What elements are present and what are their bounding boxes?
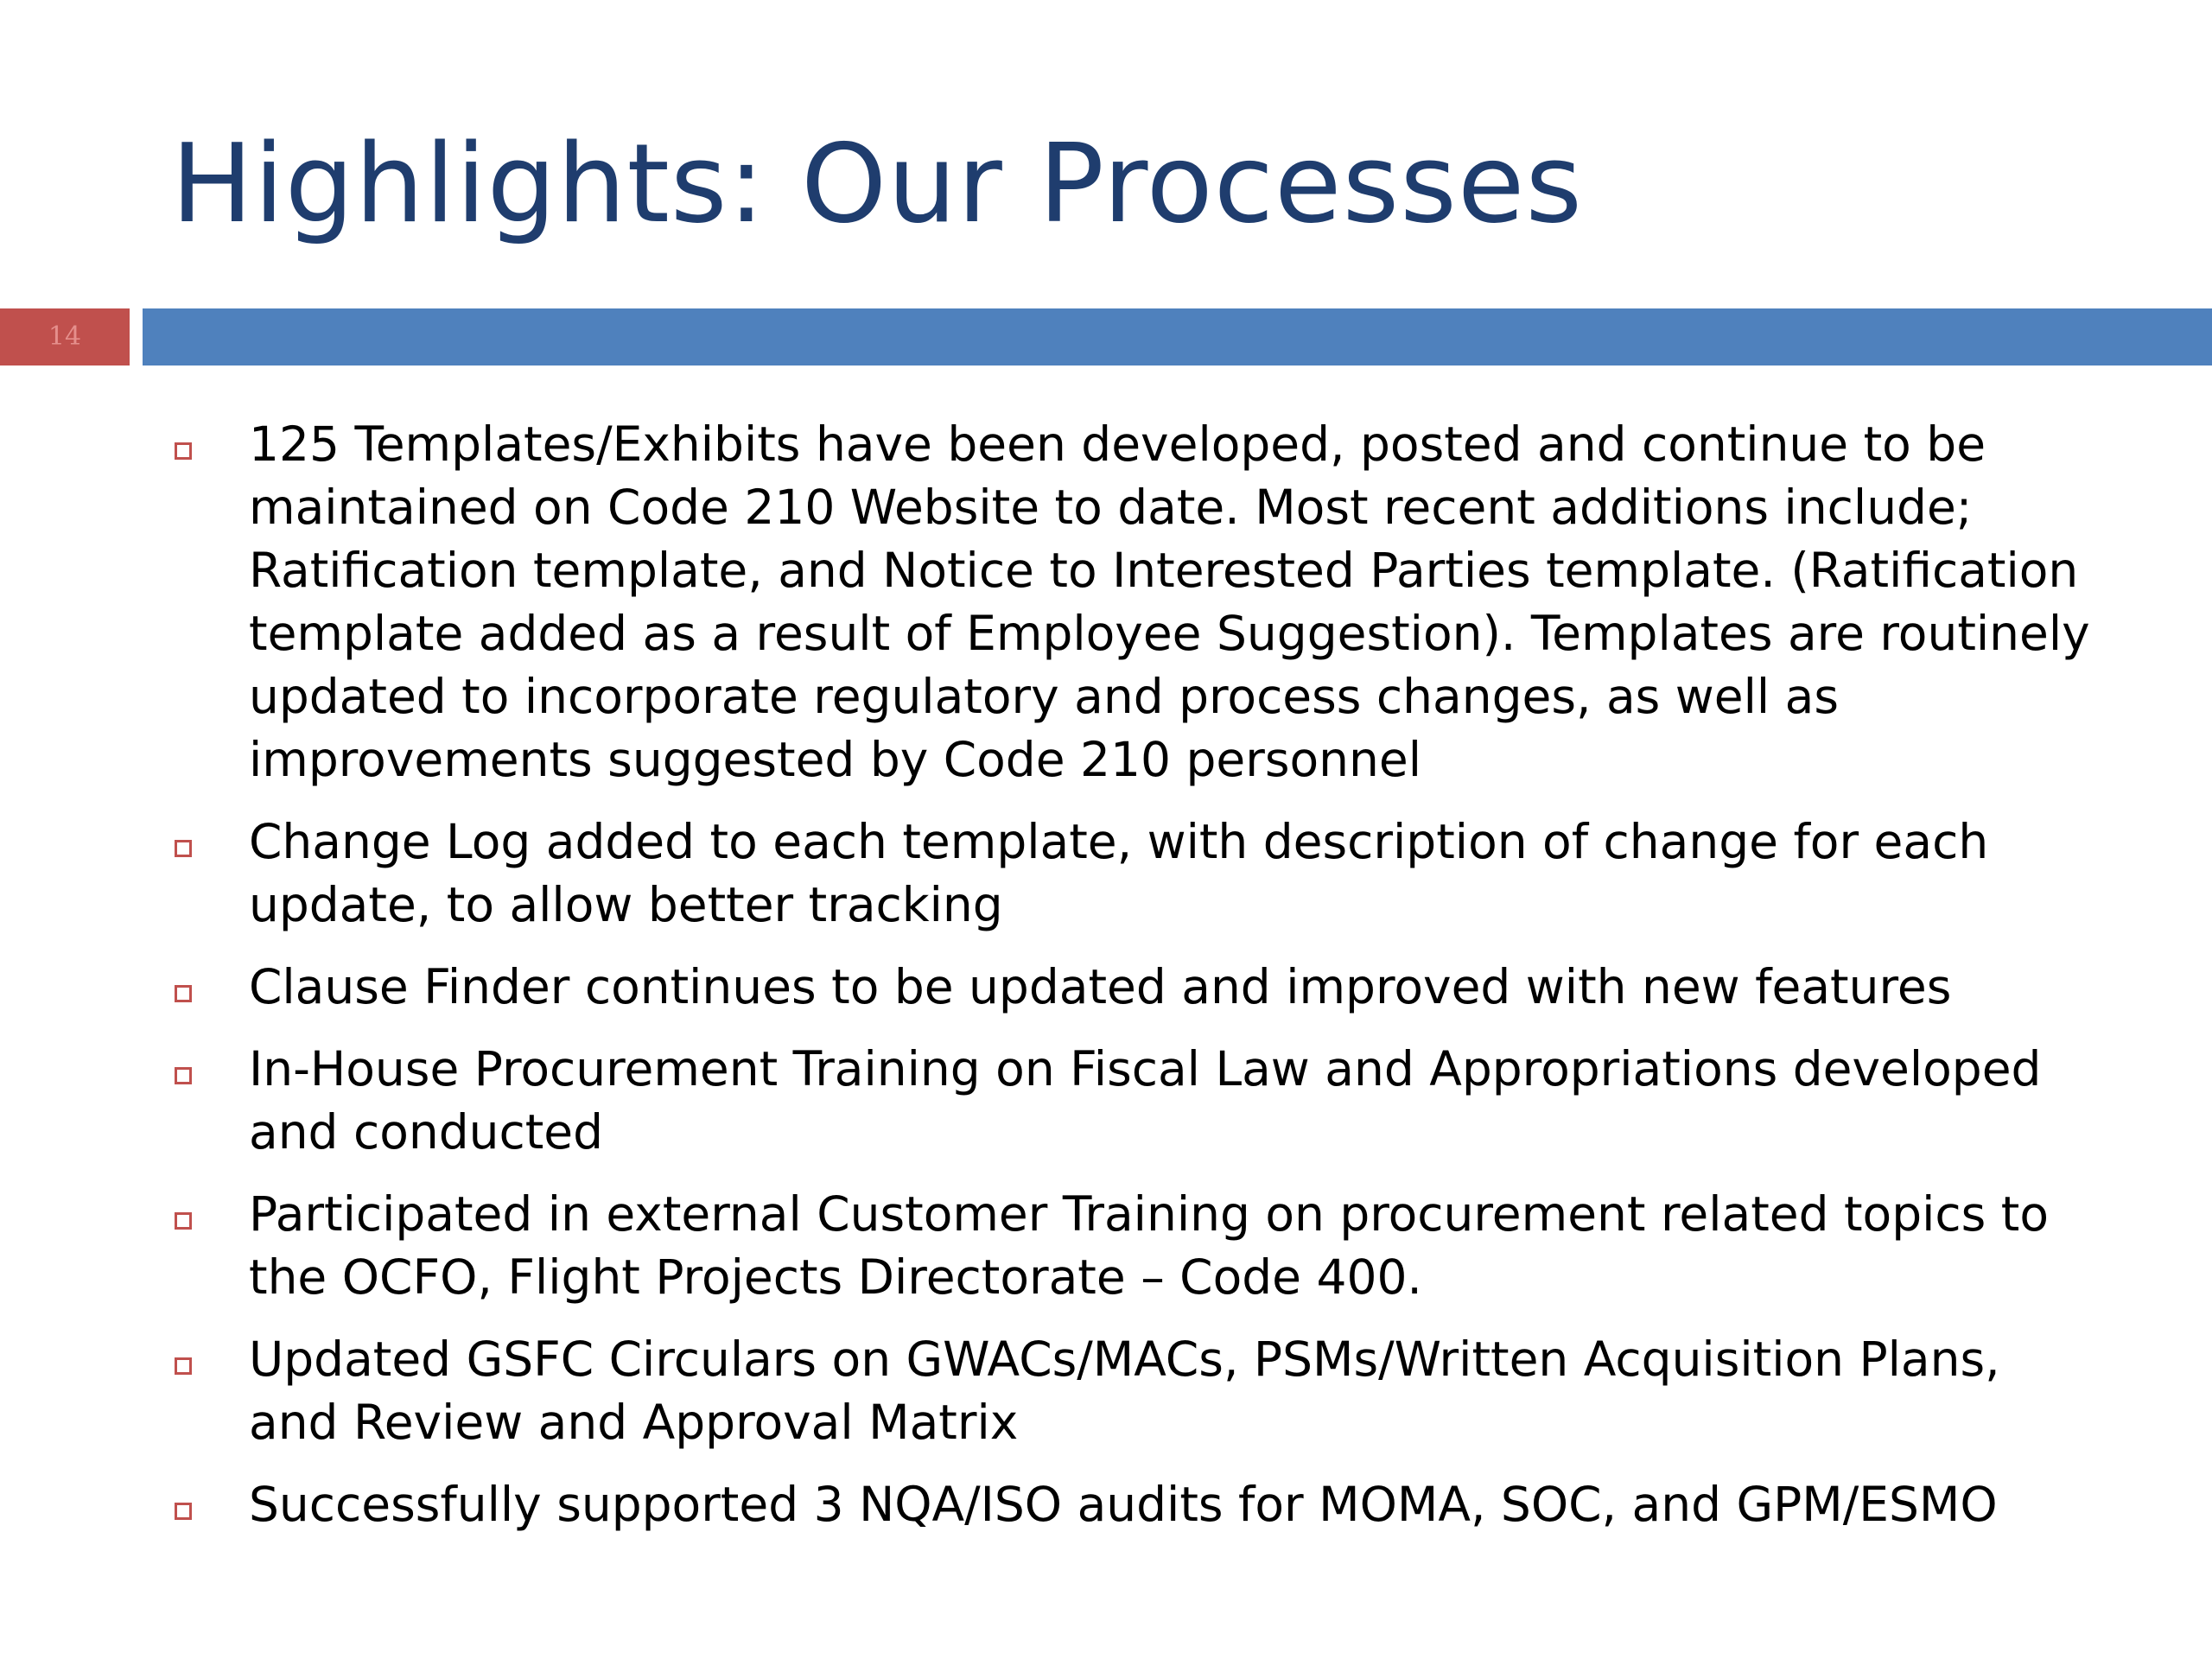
title-rule-bar [143,308,2212,365]
bullet-item [171,1038,2098,1164]
hollow-square-bullet-icon [175,1212,192,1230]
hollow-square-bullet-icon [175,1067,192,1084]
bullet-item [171,1328,2098,1454]
hollow-square-bullet-icon [175,985,192,1002]
page-number-box [0,308,130,365]
bullet-list [171,413,2098,1555]
bullet-item [171,413,2098,791]
bullet-item [171,810,2098,937]
bullet-item [171,956,2098,1019]
hollow-square-bullet-icon [175,840,192,857]
bullet-text: Participated in external Customer Training on procurement related topics to the OCFO, Flight Projects Directorate – Code 400. [249,1186,2049,1305]
bullet-text: 125 Templates/Exhibits have been developed, posted and continue to be maintained on Code 210 Website to date. Most recent additions include; Ratification template, and Notice to Interested Parties template. (Ratification template added as a result of Employee Suggestion). Templates are routinely updated to incorporate regulatory and process changes, as well as improvements suggested by Code 210 personnel [249,416,2090,787]
bullet-text: In-House Procurement Training on Fiscal Law and Appropriations developed and conducted [249,1041,2042,1160]
bullet-text: Successfully supported 3 NQA/ISO audits for MOMA, SOC, and GPM/ESMO [249,1477,1998,1532]
bullet-item [171,1473,2098,1536]
bullet-item [171,1183,2098,1309]
bullet-text: Change Log added to each template, with description of change for each update, to allow better tracking [249,814,1989,932]
page-number: 14 [48,321,82,352]
bullet-text: Updated GSFC Circulars on GWACs/MACs, PSMs/Written Acquisition Plans, and Review and Approval Matrix [249,1332,2000,1450]
hollow-square-bullet-icon [175,1503,192,1520]
bullet-text: Clause Finder continues to be updated and improved with new features [249,959,1952,1014]
hollow-square-bullet-icon [175,442,192,460]
hollow-square-bullet-icon [175,1357,192,1375]
slide-title: Highlights: Our Processes [171,120,1584,247]
